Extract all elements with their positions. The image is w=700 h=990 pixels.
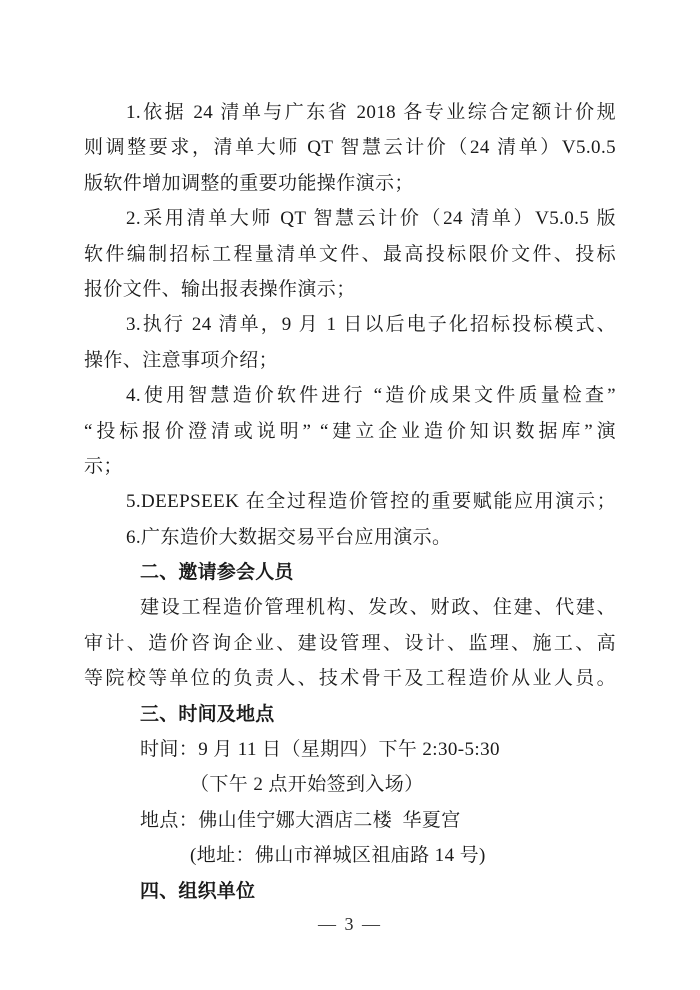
doc-line: 软件编制招标工程量清单文件、最高投标限价文件、投标 [84,243,616,265]
doc-line-time: 时间：9 月 11 日（星期四）下午 2:30-5:30 [140,739,500,761]
section-heading-2: 二、邀请参会人员 [140,562,294,584]
doc-line: 4.使用智慧造价软件进行 “造价成果文件质量检查” [126,385,616,407]
doc-line: 报价文件、输出报表操作演示； [84,278,356,300]
doc-line: 等院校等单位的负责人、技术骨干及工程造价从业人员。 [84,668,616,690]
doc-line: 操作、注意事项介绍； [84,349,279,371]
section-heading-3: 三、时间及地点 [140,703,275,725]
doc-line-signin: （下午 2 点开始签到入场） [190,774,424,796]
doc-line-address: (地址：佛山市禅城区祖庙路 14 号) [190,845,486,867]
doc-line: 示； [84,455,123,477]
page-number: — 3 — [318,914,382,934]
doc-line: 版软件增加调整的重要功能操作演示； [84,172,414,194]
doc-line: 则调整要求，清单大师 QT 智慧云计价（24 清单）V5.0.5 [84,137,616,159]
section-heading-4: 四、组织单位 [140,880,256,902]
doc-line: “投标报价澄清或说明” “建立企业造价知识数据库”演 [84,420,616,442]
doc-line: 6.广东造价大数据交易平台应用演示。 [126,526,452,548]
doc-line: 审计、造价咨询企业、建设管理、设计、监理、施工、高 [84,632,616,654]
doc-line: 2.采用清单大师 QT 智慧云计价（24 清单）V5.0.5 版 [126,208,616,230]
document-body [84,95,616,909]
doc-line: 建设工程造价管理机构、发改、财政、住建、代建、 [140,597,616,619]
doc-line: 3.执行 24 清单，9 月 1 日以后电子化招标投标模式、 [126,314,616,336]
doc-line-venue: 地点：佛山佳宁娜大酒店二楼 华夏宫 [140,809,461,831]
doc-line: 5.DEEPSEEK 在全过程造价管控的重要赋能应用演示； [126,491,616,513]
doc-line: 1.依据 24 清单与广东省 2018 各专业综合定额计价规 [126,102,616,123]
